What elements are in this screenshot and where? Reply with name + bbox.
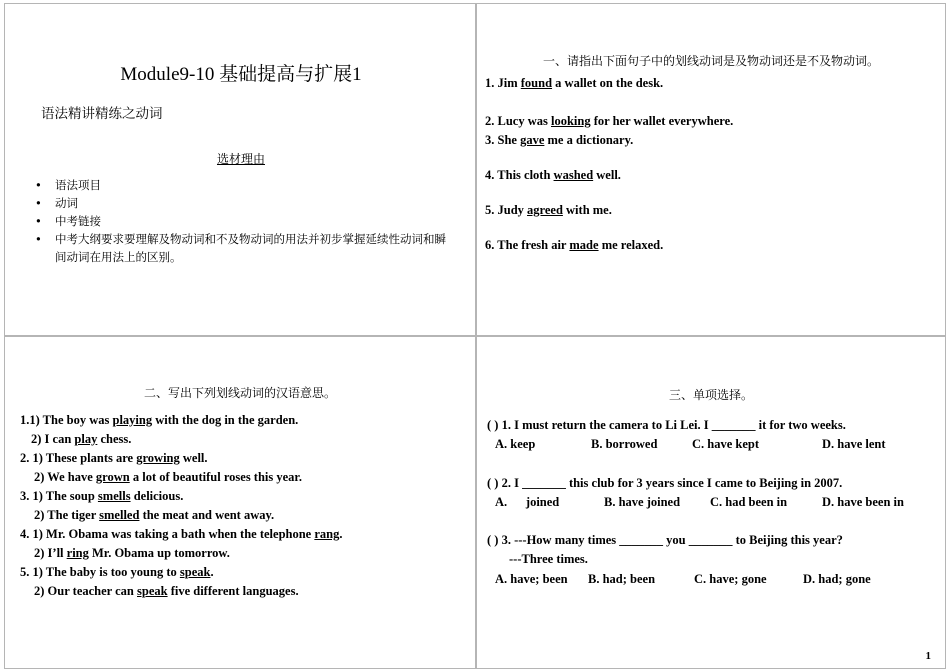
underlined-verb: growing [136, 451, 180, 465]
bullet-text: 中考链接 [55, 214, 101, 228]
bullet-dot-icon: • [35, 232, 42, 246]
underlined-verb: gave [520, 133, 545, 147]
answer-option: C. have kept [692, 437, 760, 451]
exercise-heading: 一、请指出下面句子中的划线动词是及物动词还是不及物动词。 [542, 54, 879, 68]
underlined-verb: playing [112, 413, 153, 427]
underlined-verb: play [74, 432, 98, 446]
answer-option: A. joined [495, 495, 560, 509]
slide-exercise-2 [4, 336, 476, 669]
slide-subtitle: 语法精讲精练之动词 [41, 106, 163, 122]
slide-exercise-3 [476, 336, 946, 669]
sentence-line: 2) I can play chess. [31, 432, 132, 446]
answer-option: A. keep [495, 437, 536, 451]
underlined-verb: smelled [99, 508, 140, 522]
bullet-item [33, 230, 453, 266]
bullet-text: 语法项目 [55, 178, 101, 192]
answer-option: B. had; been [588, 572, 656, 586]
underlined-verb: rang [314, 527, 340, 541]
question-stem: ( ) 1. I must return the camera to Li Lei. I _______ it for two weeks. [487, 418, 846, 432]
slide-title [4, 3, 476, 336]
sentence-line: 5. Judy agreed with me. [485, 203, 612, 217]
sentence-line: 2) I’ll ring Mr. Obama up tomorrow. [34, 546, 230, 560]
underlined-verb: looking [550, 114, 591, 128]
bullet-item [33, 176, 453, 194]
underlined-verb: speak [137, 584, 168, 598]
sentence-line: 2) Our teacher can speak five different languages. [34, 584, 299, 598]
bullet-list [33, 176, 453, 266]
underlined-verb: smells [97, 489, 131, 503]
underlined-verb: grown [95, 470, 130, 484]
underlined-verb: found [520, 76, 553, 90]
underlined-verb: ring [66, 546, 89, 560]
answer-option: C. had been in [710, 495, 788, 509]
sentence-line: 6. The fresh air made me relaxed. [485, 238, 664, 252]
exercise-heading: 三、单项选择。 [668, 388, 753, 402]
sentence-line: 1.1) The boy was playing with the dog in the garden. [20, 413, 299, 427]
sentence-line: 5. 1) The baby is too young to speak. [20, 565, 214, 579]
sentence-line: 2. Lucy was looking for her wallet everywhere. [485, 114, 734, 128]
bullet-item [33, 212, 453, 230]
answer-option: B. borrowed [591, 437, 658, 451]
answer-option: A. have; been [495, 572, 568, 586]
sentence-line: 2) The tiger smelled the meat and went away. [34, 508, 275, 522]
sentence-line: 4. 1) Mr. Obama was taking a bath when the telephone rang. [20, 527, 343, 541]
slide-title-text: Module9-10 基础提高与扩展1 [120, 64, 362, 85]
sentence-line: 4. This cloth washed well. [485, 168, 621, 182]
sentence-line: 2) We have grown a lot of beautiful roses this year. [34, 470, 302, 484]
reason-heading: 选材理由 [216, 152, 265, 166]
underlined-verb: made [569, 238, 599, 252]
answer-option: D. have lent [822, 437, 886, 451]
page-number: 1 [925, 650, 931, 662]
answer-option: B. have joined [604, 495, 681, 509]
underlined-verb: agreed [527, 203, 563, 217]
slide-exercise-1 [476, 3, 946, 336]
bullet-dot-icon: • [35, 214, 42, 228]
bullet-text: 中考大纲要求要理解及物动词和不及物动词的用法并初步掌握延续性动词和瞬间动词在用法上的区别。 [55, 232, 446, 264]
question-stem: ( ) 3. ---How many times _______ you _______ to Beijing this year? [487, 533, 843, 547]
question-stem: ( ) 2. I _______ this club for 3 years since I came to Beijing in 2007. [487, 476, 843, 490]
bullet-dot-icon: • [35, 196, 42, 210]
answer-option: C. have; gone [694, 572, 767, 586]
sentence-line: 3. She gave me a dictionary. [485, 133, 634, 147]
answer-option: D. had; gone [803, 572, 871, 586]
sentence-line: 1. Jim found a wallet on the desk. [485, 76, 664, 90]
question-answer-line: ---Three times. [509, 552, 588, 566]
bullet-text: 动词 [55, 196, 78, 210]
sentence-line: 3. 1) The soup smells delicious. [20, 489, 184, 503]
underlined-verb: washed [553, 168, 594, 182]
answer-option: D. have been in [822, 495, 904, 509]
exercise-heading: 二、写出下列划线动词的汉语意思。 [143, 386, 336, 400]
underlined-verb: speak [179, 565, 211, 579]
bullet-dot-icon: • [35, 178, 42, 192]
bullet-item [33, 194, 453, 212]
sentence-line: 2. 1) These plants are growing well. [20, 451, 208, 465]
